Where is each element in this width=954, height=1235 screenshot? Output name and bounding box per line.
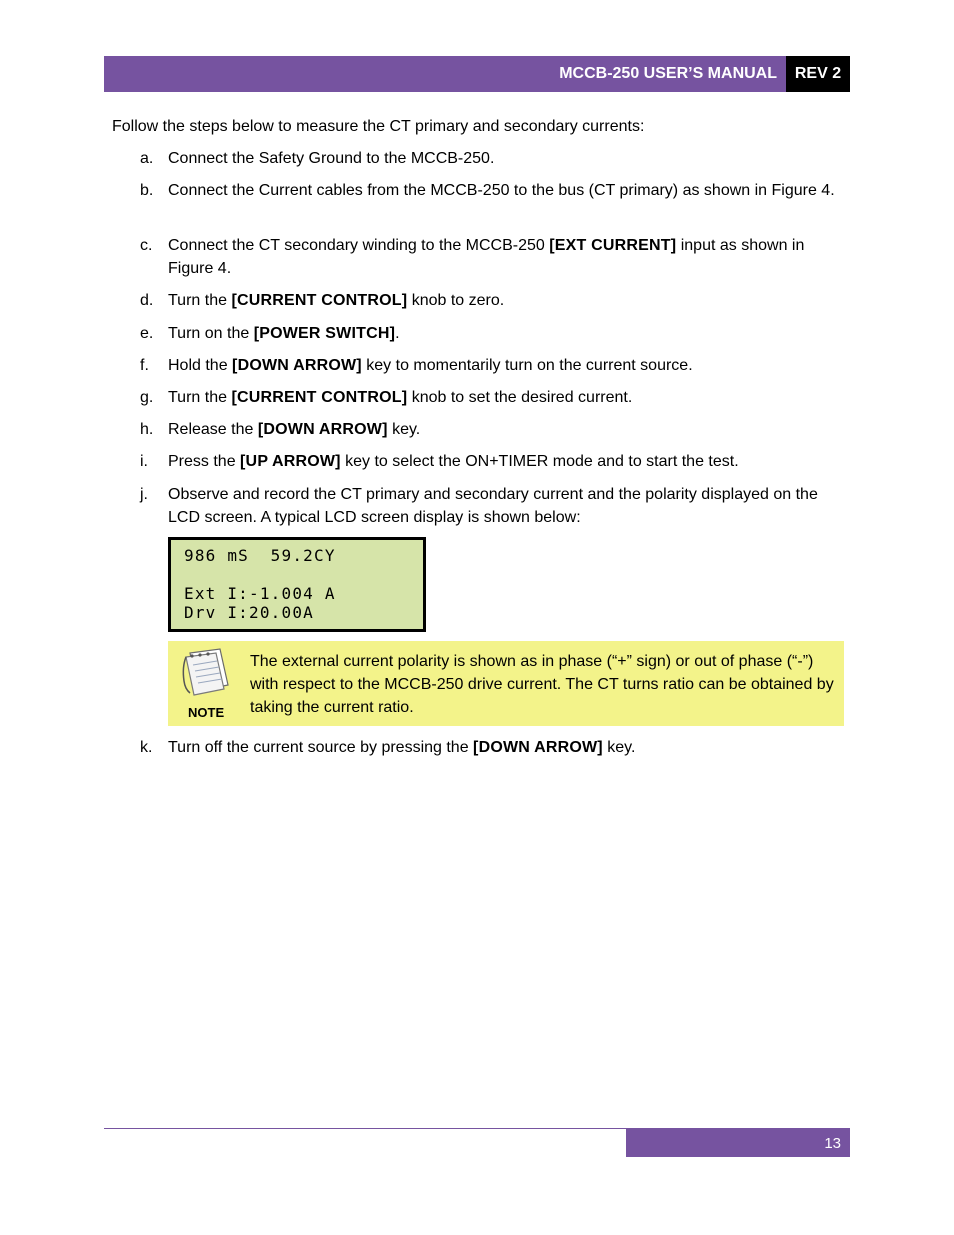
header-title-bar <box>104 56 786 92</box>
step-f <box>140 354 850 377</box>
lcd-screen-display <box>168 537 426 632</box>
lcd-line-3: Ext I:-1.004 A <box>184 584 336 603</box>
step-letter: d. <box>140 292 154 309</box>
notepad-icon <box>180 647 232 697</box>
keyword-down-arrow: [DOWN ARROW] <box>473 739 603 756</box>
note-label: NOTE <box>188 705 225 720</box>
step-text <box>168 289 840 312</box>
step-i <box>140 450 850 473</box>
step-text-part: Turn the <box>168 389 232 406</box>
step-text-part: key to momentarily turn on the current source. <box>361 357 693 374</box>
step-text <box>168 386 840 409</box>
revision-label: REV 2 <box>794 65 842 82</box>
step-letter: c. <box>140 237 153 254</box>
step-text-part: Turn off the current source by pressing the <box>168 739 474 756</box>
step-g <box>140 386 850 409</box>
step-text-part: Release the <box>168 421 258 438</box>
keyword-ext-current: [EXT CURRENT] <box>549 237 677 254</box>
step-a <box>140 147 850 170</box>
keyword-power-switch: [POWER SWITCH] <box>253 325 396 342</box>
step-letter: j. <box>140 486 148 503</box>
step-text <box>168 483 840 529</box>
note-text: The external current polarity is shown as in phase (“+” sign) or out of phase (“-”) with respect to the MCCB-250 drive current. The CT turns ratio can be obtained by taking the current ratio. <box>250 653 834 716</box>
step-letter: b. <box>140 182 154 199</box>
step-text <box>168 354 840 377</box>
step-text <box>168 234 840 280</box>
keyword-current-control: [CURRENT CONTROL] <box>231 292 408 309</box>
step-c <box>140 234 850 280</box>
keyword-current-control: [CURRENT CONTROL] <box>231 389 408 406</box>
step-b <box>140 179 850 202</box>
revision-badge <box>786 56 850 92</box>
step-text-part: Turn on the <box>168 325 254 342</box>
keyword-up-arrow: [UP ARROW] <box>240 453 341 470</box>
step-d <box>140 289 850 312</box>
step-text-part: Connect the Safety Ground to the MCCB-250. <box>168 150 495 167</box>
step-text <box>168 418 840 441</box>
note-callout <box>168 641 844 726</box>
keyword-down-arrow: [DOWN ARROW] <box>232 357 362 374</box>
step-letter: h. <box>140 421 154 438</box>
step-text-part: Turn the <box>168 292 232 309</box>
step-letter: k. <box>140 739 153 756</box>
step-letter: e. <box>140 325 154 342</box>
step-text-part: key. <box>602 739 636 756</box>
step-text-part: knob to set the desired current. <box>407 389 633 406</box>
step-e <box>140 322 850 345</box>
step-text <box>168 179 840 202</box>
step-letter: a. <box>140 150 154 167</box>
step-text-part: Connect the CT secondary winding to the MCCB-250 <box>168 237 550 254</box>
step-text <box>168 322 840 345</box>
step-text-part: input as shown in Figure 4. <box>168 237 805 277</box>
page-number: 13 <box>824 1134 841 1152</box>
step-text-part: Connect the Current cables from the MCCB-250 to the bus (CT primary) as shown in Figure 4. <box>168 182 835 199</box>
lcd-line-1: 986 mS 59.2CY <box>184 546 336 565</box>
step-text-part: key. <box>387 421 421 438</box>
step-k <box>140 736 850 759</box>
step-letter: f. <box>140 357 149 374</box>
step-j <box>140 483 850 529</box>
manual-title: MCCB-250 USER’S MANUAL <box>559 65 777 82</box>
step-text <box>168 147 840 170</box>
step-letter: g. <box>140 389 154 406</box>
step-text-part: Observe and record the CT primary and secondary current and the polarity displayed on the LCD screen. A typical LCD screen display is shown below: <box>168 486 818 526</box>
step-h <box>140 418 850 441</box>
lcd-line-2 <box>184 565 423 584</box>
step-text-part: key to select the ON+TIMER mode and to start the test. <box>340 453 739 470</box>
step-text-part: knob to zero. <box>407 292 505 309</box>
keyword-down-arrow: [DOWN ARROW] <box>257 421 388 438</box>
footer-page-bar <box>626 1129 850 1157</box>
step-text-part: . <box>395 325 400 342</box>
step-text-part: Press the <box>168 453 241 470</box>
step-text <box>168 450 840 473</box>
lcd-line-4: Drv I:20.00A <box>184 603 314 622</box>
step-text-part: Hold the <box>168 357 233 374</box>
step-letter: i. <box>140 453 148 470</box>
step-text <box>168 736 840 759</box>
intro-paragraph: Follow the steps below to measure the CT primary and secondary currents: <box>112 118 645 135</box>
